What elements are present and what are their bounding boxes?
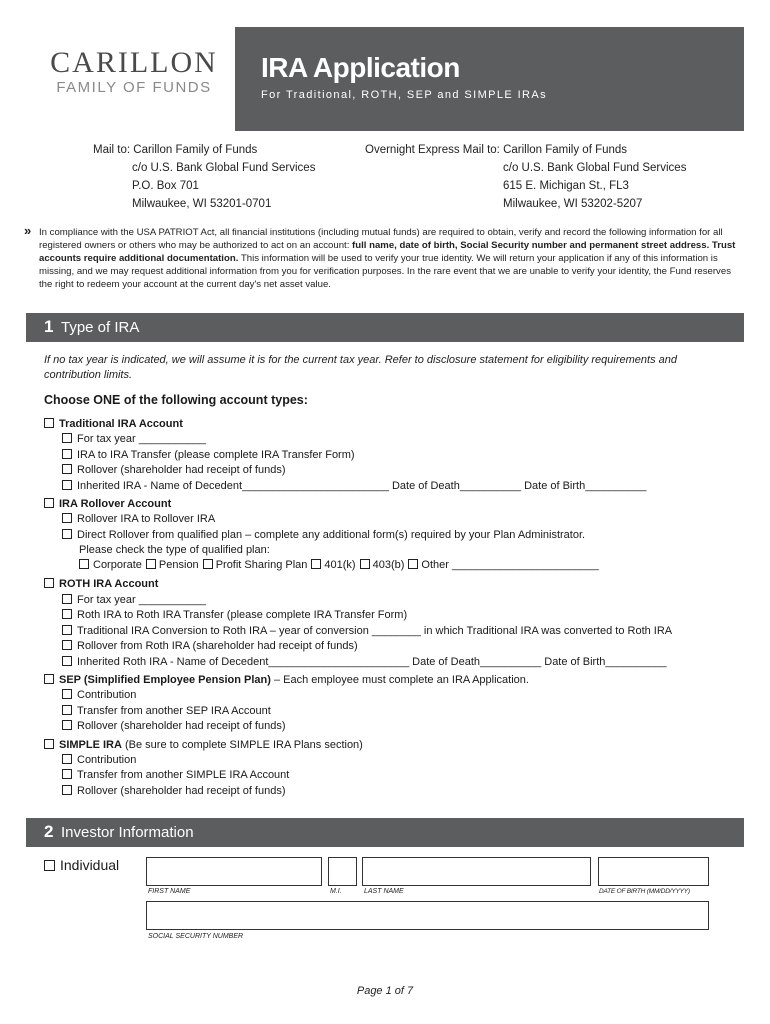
option-label: Contribution <box>77 754 137 766</box>
option-traditional-transfer[interactable] <box>62 448 355 463</box>
page-title: IRA Application <box>261 52 460 83</box>
plan-401k-label: 401(k) <box>324 559 356 571</box>
mail-to-name: Carillon Family of Funds <box>133 144 258 156</box>
checkbox[interactable] <box>62 705 72 715</box>
option-label: Inherited Roth IRA - Name of Decedent_______________________ Date of Death__________ Date of Birth__________ <box>77 656 667 668</box>
patriot-bold-text: full name, date of birth, Social Security number and permanent street address. Trust accounts require additional documentation. <box>39 240 736 264</box>
option-simple-rollover[interactable] <box>62 784 286 799</box>
checkbox[interactable] <box>408 559 418 569</box>
mail-to-line: P.O. Box 701 <box>132 180 199 192</box>
choose-account-heading: Choose ONE of the following account types: <box>44 393 308 407</box>
checkbox[interactable] <box>62 785 72 795</box>
first-name-label: FIRST NAME <box>148 888 191 895</box>
option-note: (Be sure to complete SIMPLE IRA Plans section) <box>121 739 363 751</box>
option-sep-contribution[interactable] <box>62 688 136 703</box>
option-note: – Each employee must complete an IRA Application. <box>270 674 529 686</box>
mail-to-address <box>93 141 315 213</box>
option-roth-rollover[interactable] <box>62 639 358 654</box>
option-label: Rollover (shareholder had receipt of funds) <box>77 720 286 732</box>
checkbox[interactable] <box>62 480 72 490</box>
overnight-label: Overnight Express Mail to: <box>365 144 500 156</box>
patriot-text: This information will be used to verify your true identity. We will return your application if any of this information is missing, and we may request additional information from you for verification purposes. In the rare event that we are unable to verify your identity, the Fund reserves the right to redeem your account at the current day's net asset value. <box>39 253 731 290</box>
option-traditional-ira[interactable] <box>44 417 183 432</box>
checkbox[interactable] <box>62 754 72 764</box>
date-of-birth-label: DATE OF BIRTH (MM/DD/YYYY) <box>599 888 690 895</box>
date-of-birth-field[interactable] <box>598 857 709 886</box>
option-label: ROTH IRA Account <box>59 578 159 590</box>
section-number: 1 <box>44 317 54 336</box>
header-banner <box>235 27 744 131</box>
checkbox[interactable] <box>44 418 54 428</box>
checkbox[interactable] <box>62 594 72 604</box>
option-roth-transfer[interactable] <box>62 608 407 623</box>
checkbox[interactable] <box>62 625 72 635</box>
option-label: IRA Rollover Account <box>59 498 172 510</box>
checkbox[interactable] <box>146 559 156 569</box>
checkbox[interactable] <box>79 559 89 569</box>
section-1-header <box>26 313 744 342</box>
option-roth-conversion[interactable] <box>62 624 672 639</box>
option-label: Individual <box>60 857 120 873</box>
last-name-label: LAST NAME <box>364 888 404 895</box>
last-name-field[interactable] <box>362 857 591 886</box>
checkbox[interactable] <box>62 656 72 666</box>
overnight-line: c/o U.S. Bank Global Fund Services <box>503 162 687 174</box>
chevron-right-icon: » <box>24 223 32 238</box>
checkbox[interactable] <box>62 513 72 523</box>
mail-to-line: Milwaukee, WI 53201-0701 <box>132 198 272 210</box>
checkbox[interactable] <box>62 464 72 474</box>
page-subtitle: For Traditional, ROTH, SEP and SIMPLE IRAs <box>261 89 548 101</box>
option-label: For tax year ___________ <box>77 594 207 606</box>
option-label: Inherited IRA - Name of Decedent________________________ Date of Death__________ Date of Birth__________ <box>77 480 647 492</box>
ssn-label: SOCIAL SECURITY NUMBER <box>148 933 244 940</box>
section-number: 2 <box>44 822 54 841</box>
option-roth-inherited[interactable] <box>62 655 667 670</box>
option-label: Traditional IRA Conversion to Roth IRA – year of conversion ________ in which Traditional IRA was converted to Roth IRA <box>77 625 673 637</box>
plan-corporate-label: Corporate <box>93 559 142 571</box>
section-1-intro: If no tax year is indicated, we will assume it is for the current tax year. Refer to disclosure statement for eligibility requirements and contribution limits. <box>44 354 677 381</box>
logo-wordmark: CARILLON <box>50 46 218 79</box>
checkbox[interactable] <box>62 769 72 779</box>
section-title: Investor Information <box>61 824 194 841</box>
option-traditional-tax-year[interactable] <box>62 432 206 447</box>
carillon-logo <box>48 48 220 97</box>
patriot-act-notice <box>24 223 742 291</box>
mail-to-label: Mail to: <box>93 144 131 156</box>
option-label: Rollover from Roth IRA (shareholder had receipt of funds) <box>77 640 358 652</box>
checkbox[interactable] <box>62 433 72 443</box>
overnight-line: Milwaukee, WI 53202-5207 <box>503 198 643 210</box>
qualified-plan-types <box>79 558 599 573</box>
page-number: Page 1 of 7 <box>356 985 414 997</box>
option-sep-rollover[interactable] <box>62 719 286 734</box>
option-traditional-rollover[interactable] <box>62 463 286 478</box>
overnight-name: Carillon Family of Funds <box>503 144 628 156</box>
first-name-field[interactable] <box>146 857 322 886</box>
qualified-plan-instruction: Please check the type of qualified plan: <box>79 544 270 556</box>
middle-initial-field[interactable] <box>328 857 357 886</box>
option-label: For tax year ___________ <box>77 433 207 445</box>
overnight-address <box>365 141 686 213</box>
option-simple-transfer[interactable] <box>62 768 289 783</box>
option-label: Contribution <box>77 689 137 701</box>
checkbox[interactable] <box>62 640 72 650</box>
ssn-field[interactable] <box>146 901 709 930</box>
option-label: Transfer from another SEP IRA Account <box>77 705 271 717</box>
checkbox[interactable] <box>62 529 72 539</box>
option-sep[interactable] <box>44 673 529 688</box>
option-simple-contribution[interactable] <box>62 753 136 768</box>
option-label: Rollover (shareholder had receipt of funds) <box>77 464 286 476</box>
checkbox[interactable] <box>44 674 54 684</box>
checkbox[interactable] <box>44 739 54 749</box>
option-label: Direct Rollover from qualified plan – complete any additional form(s) required by your Plan Administrator. <box>77 529 586 541</box>
section-title: Type of IRA <box>61 319 140 336</box>
checkbox[interactable] <box>360 559 370 569</box>
option-sep-transfer[interactable] <box>62 704 271 719</box>
checkbox[interactable] <box>62 689 72 699</box>
patriot-text: In compliance with the USA PATRIOT Act, all financial institutions (including mutual funds) are required to obtain, verify and record the following information for all registered owners or others who may be authorized to act on an account: <box>39 227 723 251</box>
checkbox[interactable] <box>62 449 72 459</box>
option-label: Rollover IRA to Rollover IRA <box>77 513 216 525</box>
checkbox[interactable] <box>62 720 72 730</box>
plan-other-label: Other ________________________ <box>421 559 599 571</box>
plan-profit-sharing-label: Profit Sharing Plan <box>215 559 308 571</box>
option-label: Rollover (shareholder had receipt of funds) <box>77 785 286 797</box>
logo-tagline: FAMILY OF FUNDS <box>56 79 212 96</box>
section-2-header <box>26 818 744 847</box>
option-label: Roth IRA to Roth IRA Transfer (please complete IRA Transfer Form) <box>77 609 408 621</box>
option-roth-tax-year[interactable] <box>62 593 206 608</box>
option-roth-ira[interactable] <box>44 577 158 592</box>
mail-to-line: c/o U.S. Bank Global Fund Services <box>132 162 316 174</box>
option-label: IRA to IRA Transfer (please complete IRA Transfer Form) <box>77 449 355 461</box>
option-label: Traditional IRA Account <box>59 418 183 430</box>
checkbox[interactable] <box>203 559 213 569</box>
option-label: SIMPLE IRA <box>59 739 122 751</box>
option-rollover-ira[interactable] <box>62 512 215 527</box>
checkbox[interactable] <box>44 498 54 508</box>
option-individual[interactable] <box>44 857 119 873</box>
checkbox[interactable] <box>311 559 321 569</box>
plan-403b-label: 403(b) <box>372 559 405 571</box>
plan-pension-label: Pension <box>158 559 199 571</box>
middle-initial-label: M.I. <box>330 888 342 895</box>
overnight-line: 615 E. Michigan St., FL3 <box>503 180 629 192</box>
checkbox[interactable] <box>44 860 55 871</box>
option-traditional-inherited[interactable] <box>62 479 646 494</box>
option-simple-ira[interactable] <box>44 738 363 753</box>
option-label: SEP (Simplified Employee Pension Plan) <box>59 674 271 686</box>
checkbox[interactable] <box>44 578 54 588</box>
option-direct-rollover[interactable] <box>62 528 585 543</box>
option-ira-rollover[interactable] <box>44 497 171 512</box>
checkbox[interactable] <box>62 609 72 619</box>
option-label: Transfer from another SIMPLE IRA Account <box>77 769 290 781</box>
